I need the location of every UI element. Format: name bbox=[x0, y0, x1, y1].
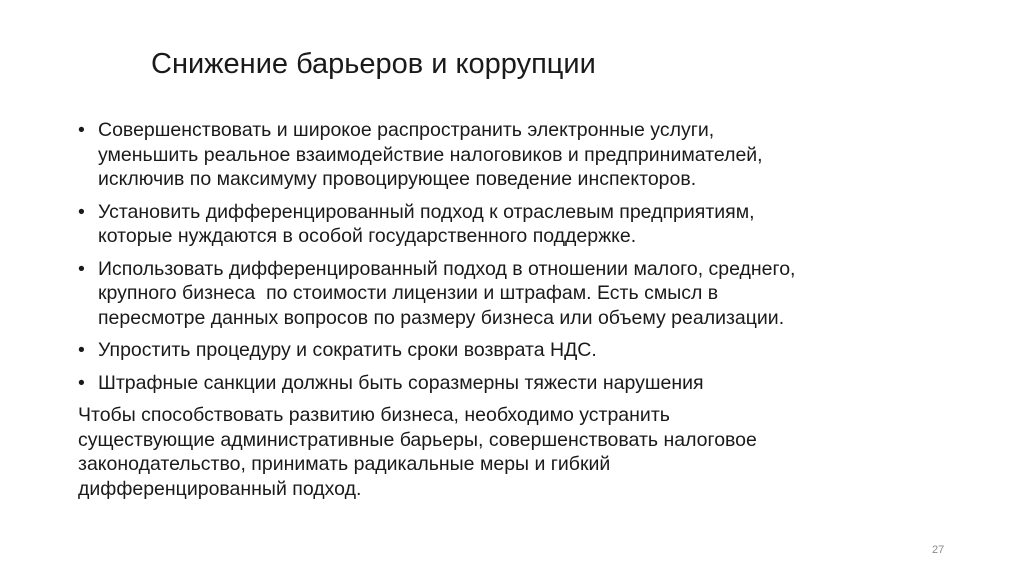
slide-content bbox=[78, 118, 958, 501]
bullet-list bbox=[78, 118, 958, 395]
bullet-item bbox=[78, 257, 958, 331]
bullet-icon: • bbox=[78, 339, 85, 361]
paragraph-line: законодательство, принимать радикальные меры и гибкий bbox=[78, 453, 611, 475]
bullet-item bbox=[78, 338, 958, 363]
bullet-icon: • bbox=[78, 200, 85, 223]
bullet-text-line: крупного бизнеса по стоимости лицензии и штрафам. Есть смысл в bbox=[98, 282, 719, 304]
page-number: 27 bbox=[932, 544, 945, 556]
bullet-icon: • bbox=[78, 371, 85, 394]
slide-title: Снижение барьеров и коррупции bbox=[151, 48, 596, 80]
bullet-text-line: которые нуждаются в особой государственного поддержке. bbox=[98, 225, 637, 247]
bullet-text-line: Совершенствовать и широкое распространить электронные услуги, bbox=[98, 119, 715, 141]
bullet-icon: • bbox=[78, 257, 85, 280]
bullet-text-line: Установить дифференцированный подход к отраслевым предприятиям, bbox=[98, 200, 755, 223]
paragraph-line: существующие административные барьеры, совершенствовать налоговое bbox=[78, 428, 757, 451]
bullet-text-line: Использовать дифференцированный подход в отношении малого, среднего, bbox=[98, 257, 796, 280]
summary-paragraph bbox=[78, 403, 958, 501]
bullet-text-line: пересмотре данных вопросов по размеру бизнеса или объему реализации. bbox=[98, 306, 785, 329]
bullet-item bbox=[78, 118, 958, 192]
bullet-icon: • bbox=[78, 119, 85, 141]
bullet-text-line: уменьшить реальное взаимодействие налоговиков и предпринимателей, bbox=[98, 143, 763, 166]
bullet-item bbox=[78, 200, 958, 249]
paragraph-line: дифференцированный подход. bbox=[78, 477, 362, 500]
bullet-text-line: Штрафные санкции должны быть соразмерны тяжести нарушения bbox=[98, 371, 704, 394]
paragraph-line: Чтобы способствовать развитию бизнеса, необходимо устранить bbox=[78, 404, 670, 426]
bullet-item bbox=[78, 371, 958, 396]
bullet-text-line: исключив по максимуму провоцирующее поведение инспекторов. bbox=[98, 168, 697, 190]
bullet-text-line: Упростить процедуру и сократить сроки возврата НДС. bbox=[98, 339, 597, 361]
